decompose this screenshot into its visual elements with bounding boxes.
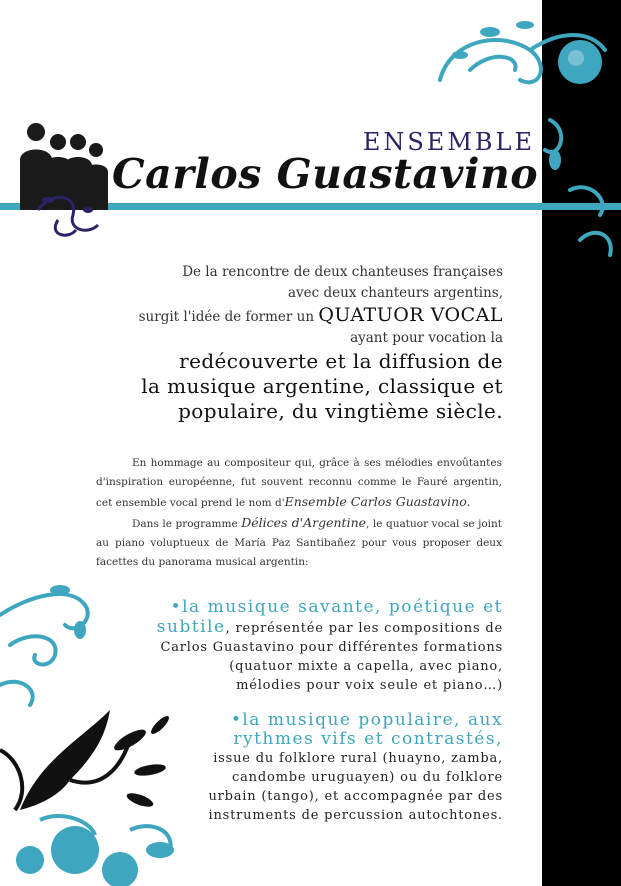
body-paragraph-1-text: En hommage au compositeur qui, grâce à ses mélodies envoûtantes d'inspiration européenne, fut souvent reconnu comme le Fauré argentin, cet ensemble vocal prend le nom d' bbox=[96, 457, 502, 509]
section-populaire-text-3: urbain (tango), et accompagnée par des bbox=[208, 789, 503, 804]
body-paragraph-2-text: Dans le programme bbox=[132, 518, 242, 530]
section-populaire-heading-1: •la musique populaire, aux bbox=[230, 710, 503, 730]
section-savante-text-4: mélodies pour voix seule et piano…) bbox=[236, 678, 503, 693]
page-title: Carlos Guastavino bbox=[112, 150, 539, 198]
intro-line-2: avec deux chanteurs argentins, bbox=[287, 285, 503, 301]
section-savante-heading-end: subtile bbox=[156, 617, 226, 637]
section-populaire-text-2: candombe uruguayen) ou du folklore bbox=[232, 770, 503, 785]
program-name-emphasis: Délices d'Argentine bbox=[241, 515, 367, 530]
ensemble-label: ENSEMBLE bbox=[362, 128, 535, 156]
section-populaire bbox=[93, 711, 503, 825]
section-savante-line-1 bbox=[93, 617, 503, 638]
section-savante-text-3: (quatuor mixte a capella, avec piano, bbox=[229, 659, 503, 674]
section-savante-text-2: Carlos Guastavino pour différentes formations bbox=[160, 640, 503, 655]
section-populaire-text-4: instruments de percussion autochtones. bbox=[208, 808, 503, 823]
navy-flourish-icon bbox=[28, 180, 108, 242]
body-paragraph-2-rest: , le quatuor vocal se joint au piano voluptueux de María Paz Santibañez pour vous proposer deux facettes du panorama musical argentin: bbox=[96, 518, 503, 568]
intro-line-4: ayant pour vocation la bbox=[350, 330, 503, 346]
section-savante-text-1: , représentée par les compositions de bbox=[225, 621, 503, 636]
intro-block bbox=[83, 262, 503, 424]
intro-line-6: la musique argentine, classique et bbox=[141, 374, 503, 398]
floral-ornament-left-icon bbox=[0, 575, 100, 715]
section-savante bbox=[93, 598, 503, 695]
body-paragraph-2 bbox=[96, 513, 502, 572]
section-populaire-text-1: issue du folklore rural (huayno, zamba, bbox=[213, 751, 503, 766]
intro-line-3-text: surgit l'idée de former un bbox=[138, 309, 319, 325]
ensemble-name-emphasis: Ensemble Carlos Guastavino. bbox=[284, 494, 471, 509]
section-populaire-heading-2: rythmes vifs et contrastés, bbox=[233, 729, 503, 749]
intro-line-1: De la rencontre de deux chanteuses françaises bbox=[182, 264, 503, 280]
body-text bbox=[96, 454, 502, 572]
intro-line-7: populaire, du vingtième siècle. bbox=[178, 399, 503, 423]
quatuor-vocal-label: QUATUOR VOCAL bbox=[318, 304, 503, 326]
intro-line-3 bbox=[83, 304, 503, 328]
body-paragraph-1 bbox=[96, 454, 502, 513]
section-savante-heading: •la musique savante, poétique et bbox=[170, 597, 503, 617]
intro-line-5: redécouverte et la diffusion de bbox=[179, 349, 503, 373]
